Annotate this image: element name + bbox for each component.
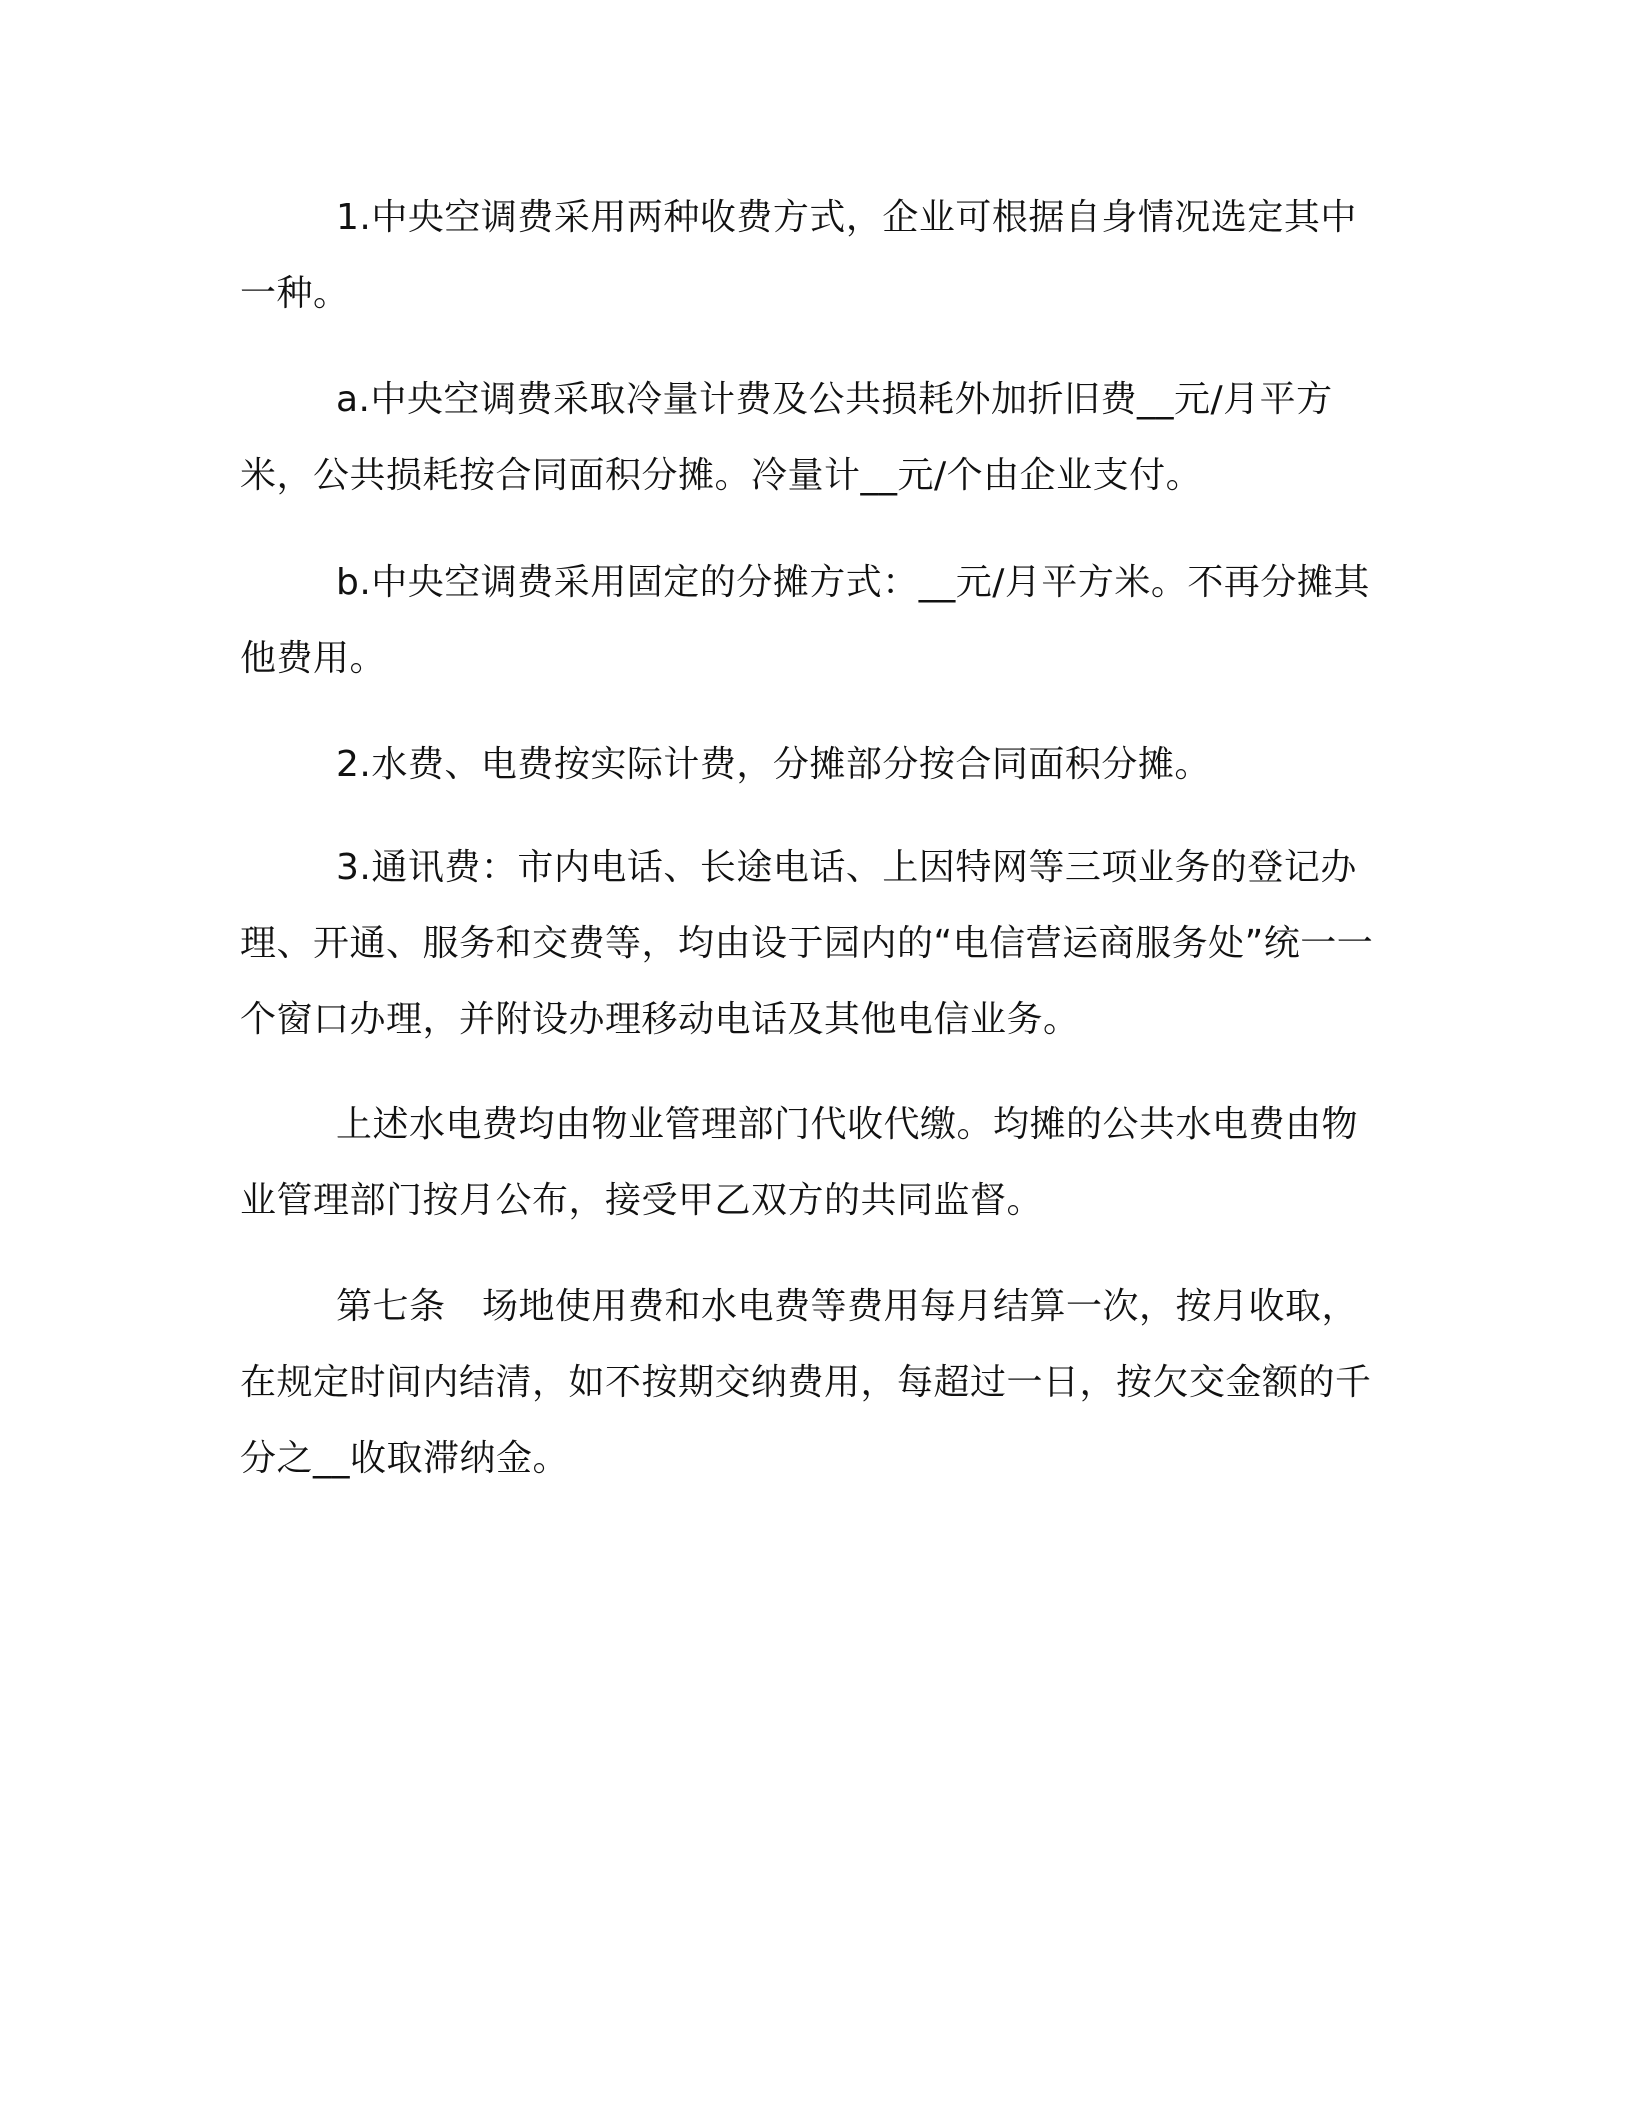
paragraph-water-electricity-fee: 2.水费、电费按实际计费，分摊部分按合同面积分摊。 [336, 744, 1211, 785]
paragraph-article-seven: 第七条 场地使用费和水电费等费用每月结算一次，按月收取，在规定时间内结清，如不按期交纳费用，每超过一日，按欠交金额的千分之__收取滞纳金。 [240, 1286, 1372, 1479]
paragraph-ac-fee-option-a: a.中央空调费采取冷量计费及公共损耗外加折旧费__元/月平方米，公共损耗按合同面积分摊。冷量计__元/个由企业支付。 [240, 379, 1333, 496]
paragraph-telecom-fee: 3.通讯费：市内电话、长途电话、上因特网等三项业务的登记办理、开通、服务和交费等，均由设于园内的“电信营运商服务处”统一一个窗口办理，并附设办理移动电话及其他电信业务。 [240, 847, 1374, 1040]
paragraph-utility-collection: 上述水电费均由物业管理部门代收代缴。均摊的公共水电费由物业管理部门按月公布，接受甲乙双方的共同监督。 [240, 1104, 1359, 1221]
paragraph-ac-fee-option-b: b.中央空调费采用固定的分摊方式：__元/月平方米。不再分摊其他费用。 [240, 562, 1370, 679]
paragraph-ac-fee-methods: 1.中央空调费采用两种收费方式，企业可根据自身情况选定其中一种。 [240, 197, 1357, 314]
